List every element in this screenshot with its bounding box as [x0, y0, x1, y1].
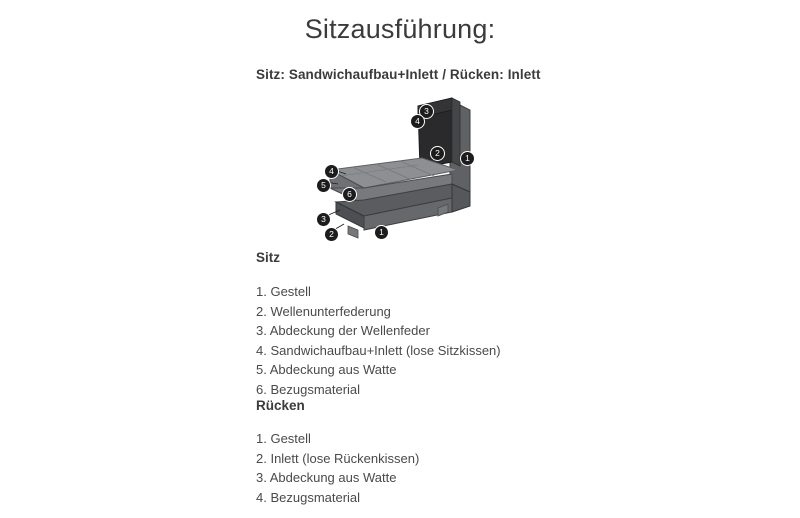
callout-marker: 3 — [419, 104, 434, 119]
callout-marker: 5 — [316, 178, 331, 193]
list-item: 6. Bezugsmaterial — [256, 381, 361, 397]
section-list-sitz — [256, 282, 501, 399]
list-item: 1. Gestell — [256, 431, 311, 446]
callout-marker: 3 — [316, 212, 331, 227]
page-title: Sitzausführung: — [304, 14, 496, 44]
list-item: 3. Abdeckung aus Watte — [256, 470, 397, 485]
list-item: 4. Bezugsmaterial — [256, 489, 361, 505]
callout-marker: 1 — [374, 225, 389, 240]
list-item: 5. Abdeckung aus Watte — [256, 362, 397, 377]
list-item: 2. Inlett (lose Rückenkissen) — [256, 450, 420, 466]
sofa-seat-diagram — [300, 92, 510, 247]
list-item: 4. Sandwichaufbau+Inlett (lose Sitzkissen) — [256, 342, 501, 358]
callout-marker: 2 — [324, 227, 339, 242]
callout-marker: 2 — [430, 146, 445, 161]
construction-subtitle: Sitz: Sandwichaufbau+Inlett / Rücken: Inlett — [256, 67, 541, 82]
callout-marker: 6 — [342, 187, 357, 202]
section-heading-sitz: Sitz — [256, 250, 281, 265]
callout-marker: 4 — [410, 114, 425, 129]
section-list-ruecken — [256, 429, 419, 507]
list-item: 3. Abdeckung der Wellenfeder — [256, 323, 430, 338]
list-item: 1. Gestell — [256, 284, 311, 299]
callout-marker: 4 — [324, 164, 339, 179]
section-heading-ruecken: Rücken — [256, 398, 305, 413]
callout-marker: 1 — [460, 151, 475, 166]
list-item: 2. Wellenunterfederung — [256, 303, 391, 319]
